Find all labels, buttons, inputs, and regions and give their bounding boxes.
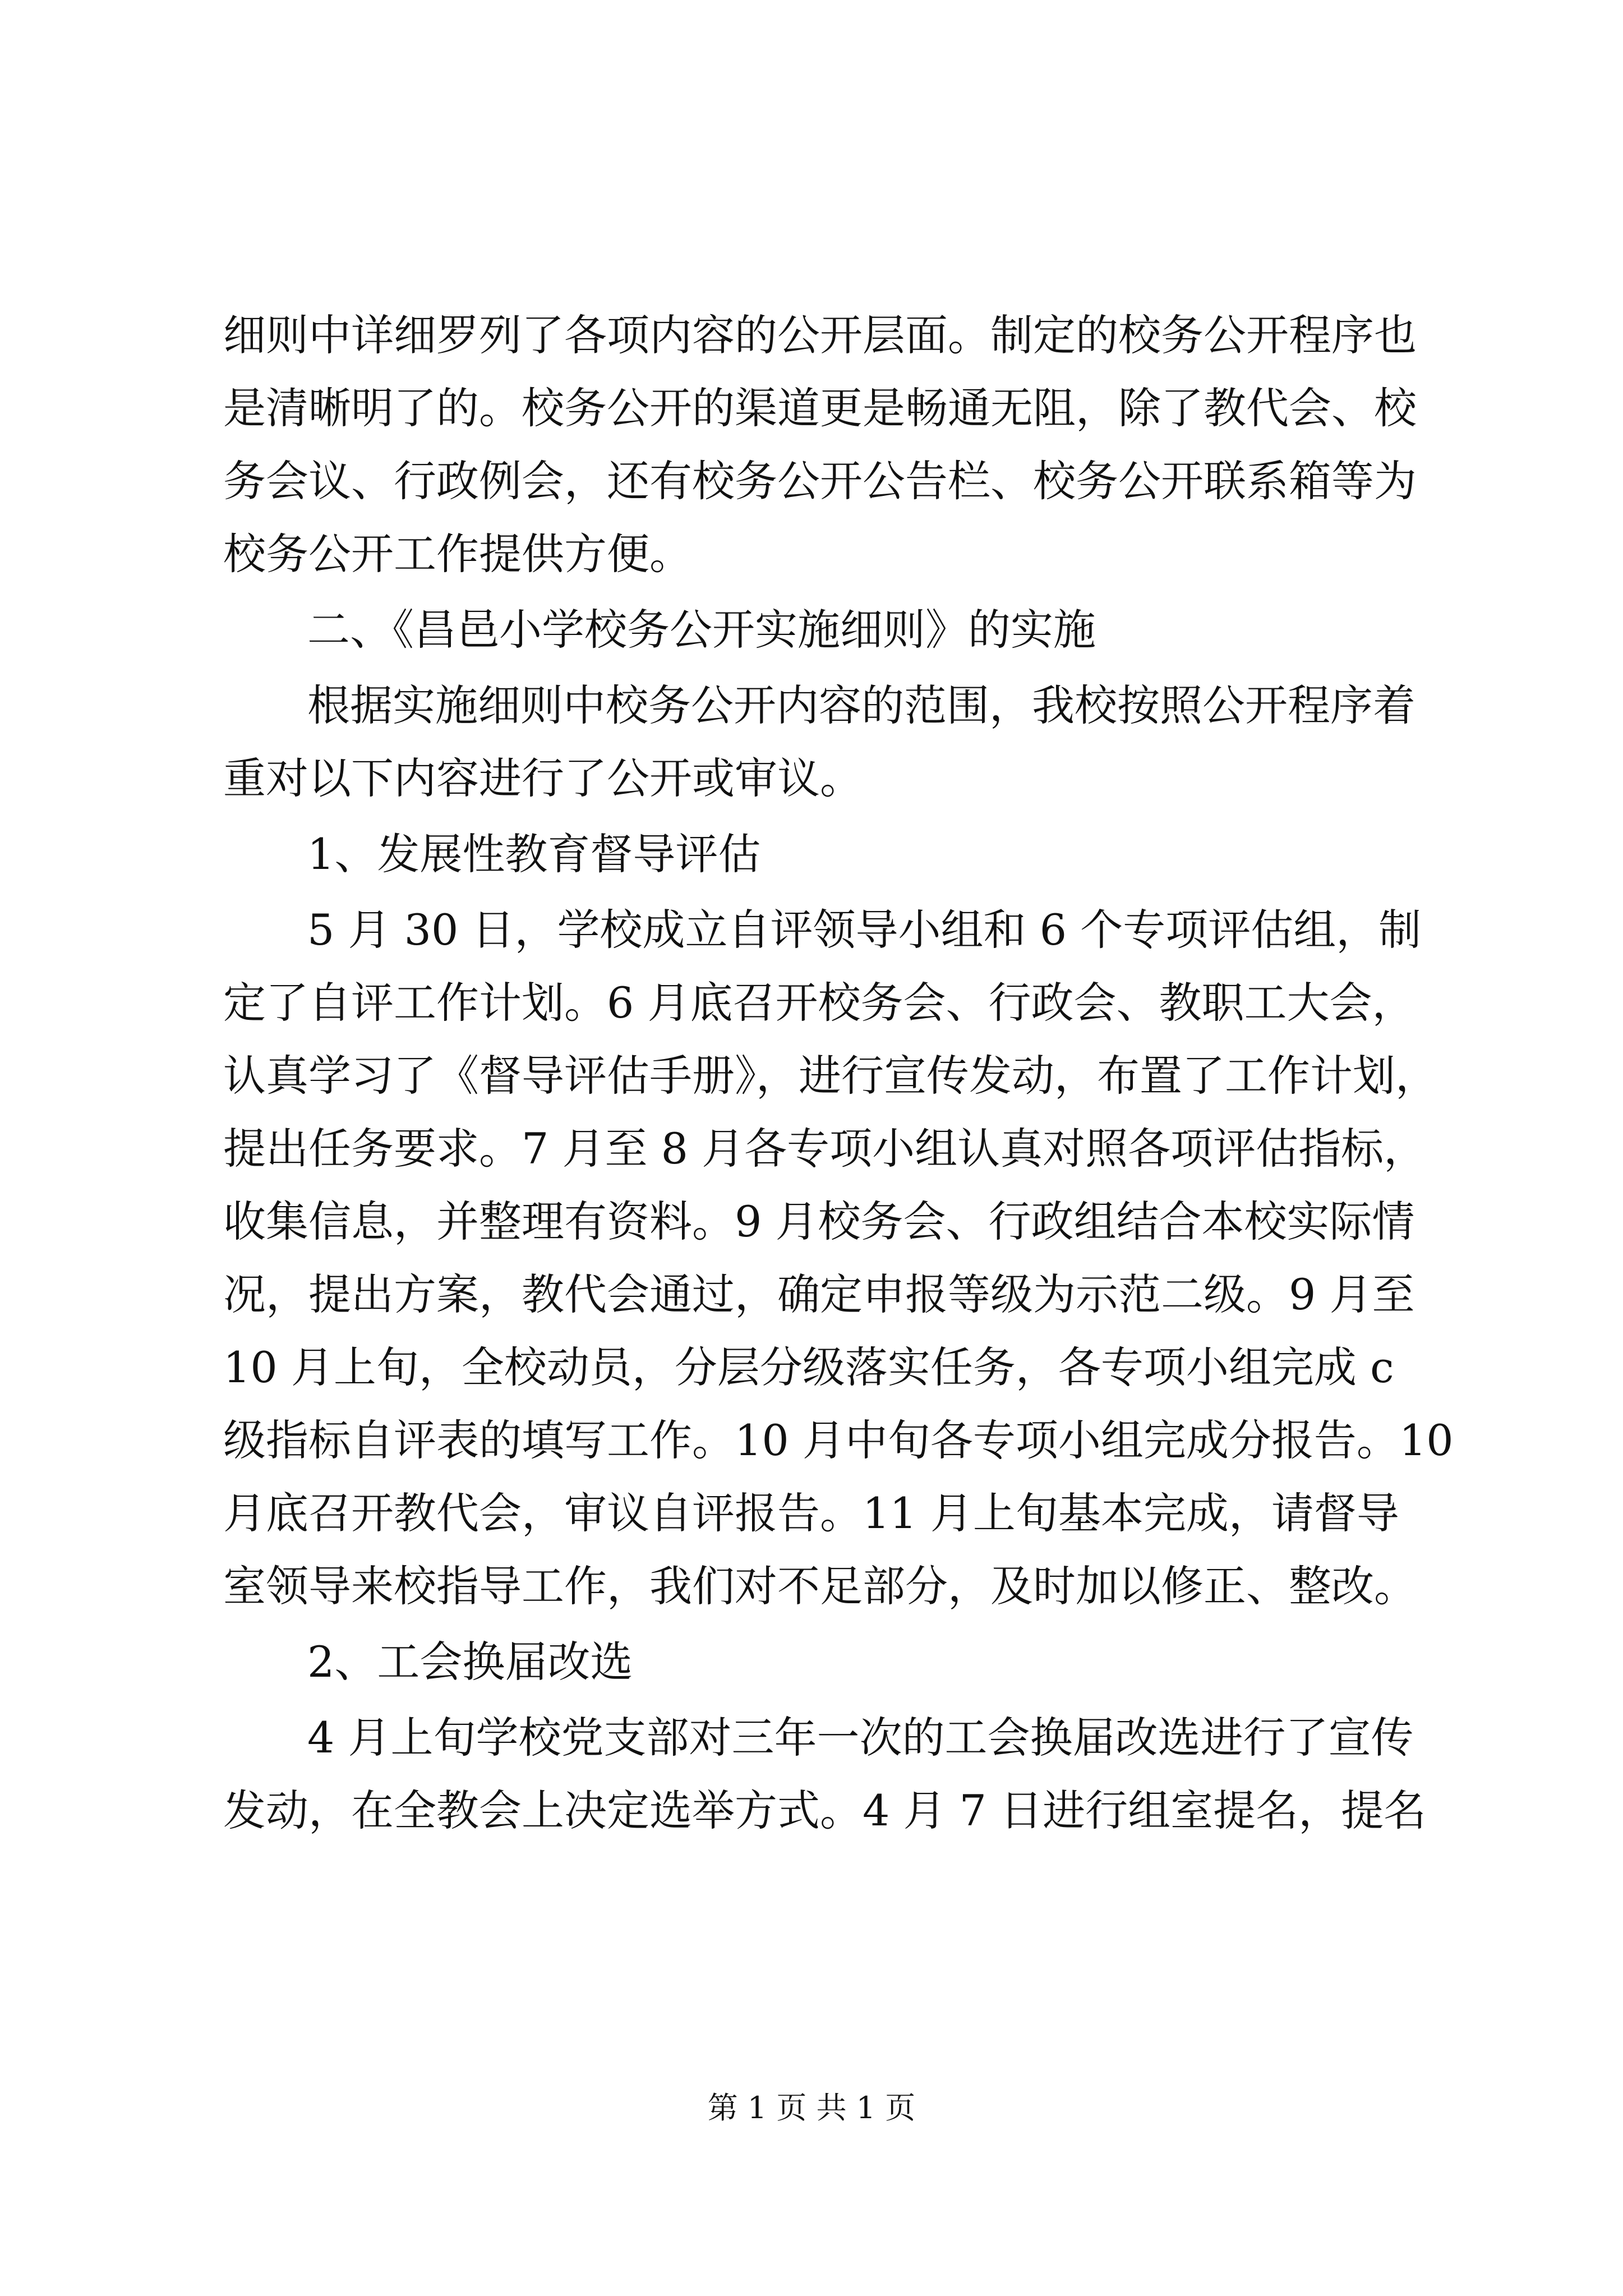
text-line: 认真学习了《督导评估手册》，进行宣传发动，布置了工作计划， [223,1051,1438,1101]
text-line: 收集信息，并整理有资料。9 月校务会、行政组结合本校实际情 [223,1197,1415,1246]
text-line: 室领导来校指导工作，我们对不足部分，及时加以修正、整改。 [223,1561,1417,1611]
text-line: 发动，在全教会上决定选举方式。4 月 7 日进行组室提名，提名 [223,1786,1427,1835]
text-line: 校务公开工作提供方便。 [223,529,692,579]
text-line: 级指标自评表的填写工作。10 月中旬各专项小组完成分报告。10 [223,1415,1454,1465]
text-line: 重对以下内容进行了公开或审议。 [223,753,863,803]
text-line: 定了自评工作计划。6 月底召开校务会、行政会、教职工大会， [223,978,1415,1028]
text-line: 细则中详细罗列了各项内容的公开层面。制定的校务公开程序也 [223,310,1417,360]
subsection-heading: 1、发展性教育督导评估 [307,829,761,879]
text-line: 10 月上旬，全校动员，分层分级落实任务，各专项小组完成 c [223,1342,1394,1392]
text-line: 根据实施细则中校务公开内容的范围，我校按照公开程序着 [307,680,1415,730]
text-line: 月底召开教代会，审议自评报告。11 月上旬基本完成，请督导 [223,1488,1399,1538]
text-line: 务会议、行政例会，还有校务公开公告栏、校务公开联系箱等为 [223,456,1417,506]
section-heading: 二、《昌邑小学校务公开实施细则》的实施 [307,605,1096,655]
page-number-footer: 第 1 页 共 1 页 [707,2090,916,2125]
text-line: 5 月 30 日，学校成立自评领导小组和 6 个专项评估组，制 [307,905,1422,955]
text-line: 是清晰明了的。校务公开的渠道更是畅通无阻，除了教代会、校 [223,383,1417,433]
text-line: 况，提出方案，教代会通过，确定申报等级为示范二级。9 月至 [223,1269,1415,1319]
subsection-heading: 2、工会换届改选 [307,1637,633,1687]
text-line: 提出任务要求。7 月至 8 月各专项小组认真对照各项评估指标， [223,1124,1427,1174]
text-line: 4 月上旬学校党支部对三年一次的工会换届改选进行了宣传 [307,1713,1414,1763]
